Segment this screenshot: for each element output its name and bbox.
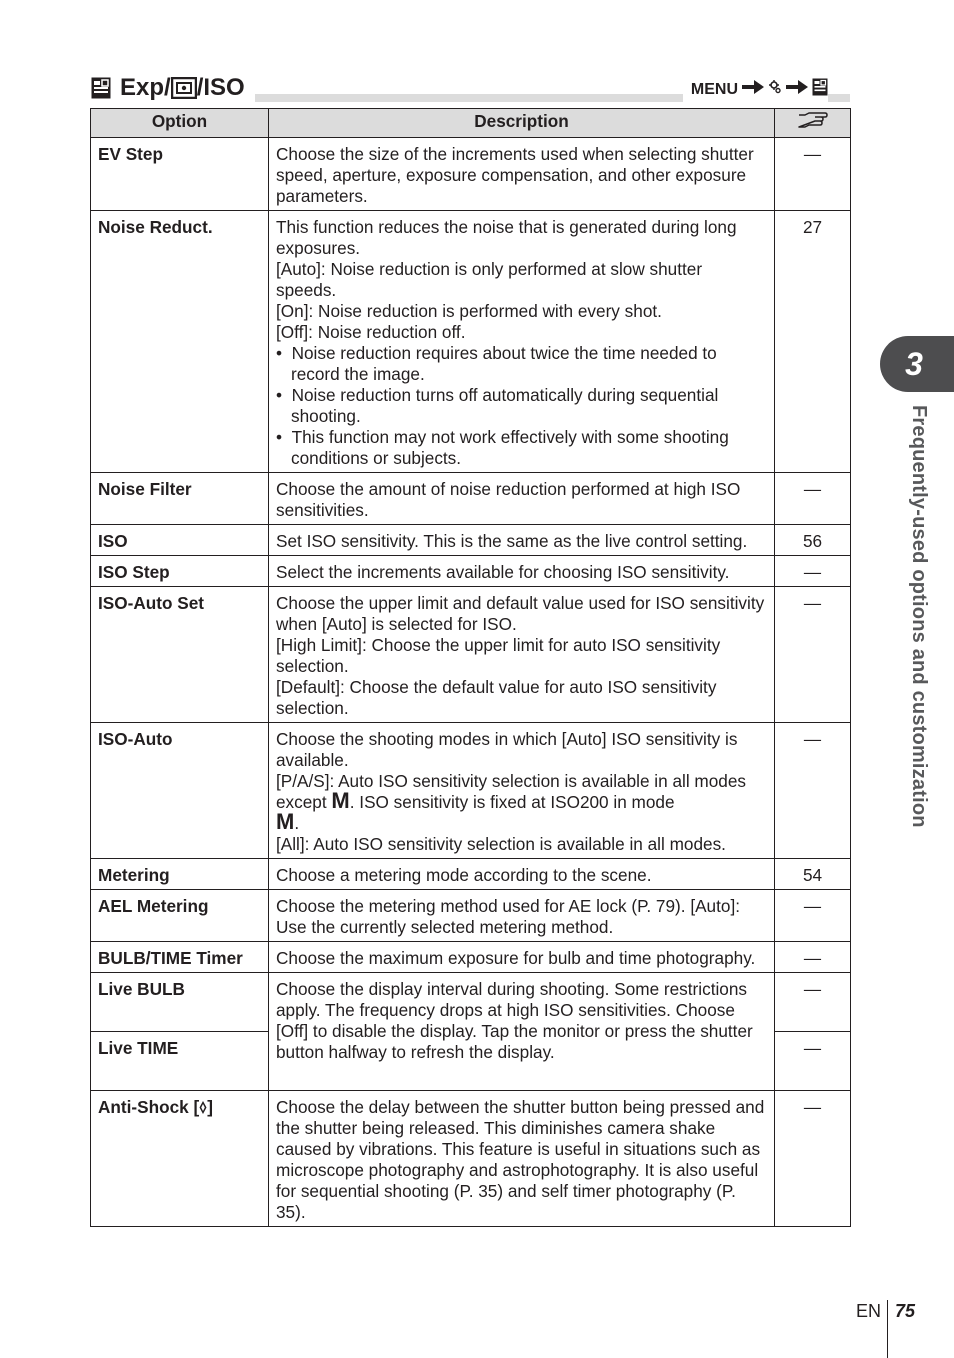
description-paragraph: Choose the display interval during shooting. Some restrictions apply. The frequency drops at high ISO sensitivities. Choose [Off] to disable the display. Tap the monitor or press the shutter button halfway to refresh the display. <box>276 979 753 1062</box>
description-cell <box>269 859 775 890</box>
table-row <box>91 587 851 723</box>
description-paragraph: Choose the metering method used for AE lock (P. 79). [Auto]: Use the currently selected metering method. <box>276 896 741 937</box>
table-row <box>91 973 851 1032</box>
page-reference-cell: — <box>775 587 851 723</box>
table-row <box>91 942 851 973</box>
table-row <box>91 525 851 556</box>
options-table <box>90 108 851 1227</box>
option-name: Noise Reduct. <box>98 217 213 237</box>
description-cell <box>269 587 775 723</box>
manual-mode-icon: M <box>276 809 295 834</box>
option-name: Noise Filter <box>98 479 192 499</box>
description-column-header: Description <box>269 109 775 138</box>
description-cell <box>269 942 775 973</box>
description-cell <box>269 890 775 942</box>
description-paragraph: This function reduces the noise that is generated during long exposures. <box>276 217 737 258</box>
page-reference-cell: — <box>775 890 851 942</box>
option-name: AEL Metering <box>98 896 209 916</box>
chapter-number: 3 <box>905 346 923 382</box>
description-cell <box>269 473 775 525</box>
page-reference-cell: — <box>775 556 851 587</box>
description-paragraph: [Auto]: Noise reduction is only performed at slow shutter speeds. <box>276 259 703 300</box>
option-name-cell <box>91 859 269 890</box>
option-name-cell: Live TIME <box>91 1032 269 1091</box>
option-name-cell <box>91 138 269 211</box>
description-paragraph <box>276 771 767 834</box>
option-name: Live BULB <box>98 979 185 999</box>
description-cell <box>269 138 775 211</box>
pointing-hand-icon <box>797 113 829 133</box>
option-name: ISO Step <box>98 562 170 582</box>
description-paragraph: [All]: Auto ISO sensitivity selection is available in all modes. <box>276 834 726 854</box>
option-name-cell <box>91 942 269 973</box>
arrow-icon <box>742 79 764 101</box>
page-reference-cell: — <box>775 942 851 973</box>
bullet-item <box>276 385 767 427</box>
table-row <box>91 138 851 211</box>
bullet-marker: • <box>276 385 292 405</box>
section-header <box>90 72 850 104</box>
bullet-marker: • <box>276 343 292 363</box>
bullet-marker: • <box>276 427 292 447</box>
option-name-cell <box>91 556 269 587</box>
title-suffix: /ISO <box>196 74 245 101</box>
description-cell <box>269 556 775 587</box>
description-cell <box>269 723 775 859</box>
bullet-text: Noise reduction requires about twice the time needed to record the image. <box>291 343 717 384</box>
arrow-icon <box>786 79 808 101</box>
bullet-item <box>276 427 767 469</box>
table-row <box>91 890 851 942</box>
chapter-tab <box>880 336 954 392</box>
description-paragraph: Choose a metering mode according to the scene. <box>276 865 652 885</box>
table-row <box>91 211 851 473</box>
description-paragraph: Choose the maximum exposure for bulb and time photography. <box>276 948 756 968</box>
description-cell <box>269 1091 775 1227</box>
title-prefix: Exp/ <box>120 74 171 101</box>
page-reference-cell: — <box>775 1032 851 1091</box>
description-paragraph: Set ISO sensitivity. This is the same as the live control setting. <box>276 531 748 551</box>
table-row <box>91 1091 851 1227</box>
description-paragraph: Choose the size of the increments used when selecting shutter speed, aperture, exposure compensation, and other exposure parameters. <box>276 144 754 206</box>
option-name-cell <box>91 473 269 525</box>
description-paragraph: Choose the delay between the shutter button being pressed and the shutter being released. This diminishes camera shake caused by vibrations. This feature is useful in situations such as microscope photography and astrophotography. It is also useful for sequential shooting (P. 35) and self timer photography (P. 35). <box>276 1097 765 1222</box>
option-name-cell <box>91 973 269 1032</box>
option-name-suffix: ] <box>207 1097 213 1117</box>
option-name-cell <box>91 723 269 859</box>
page-reference-cell: — <box>775 1091 851 1227</box>
description-paragraph: Choose the shooting modes in which [Auto] ISO sensitivity is available. <box>276 729 738 770</box>
page-reference-cell: 56 <box>775 525 851 556</box>
option-column-header: Option <box>91 109 269 138</box>
page-reference-cell: — <box>775 138 851 211</box>
menu-path <box>683 78 828 102</box>
page-reference-cell: — <box>775 473 851 525</box>
language-label: EN <box>856 1301 882 1321</box>
table-row <box>91 473 851 525</box>
table-row <box>91 859 851 890</box>
option-name-cell <box>91 211 269 473</box>
table-row <box>91 723 851 859</box>
paragraph-text: . ISO sensitivity is fixed at ISO200 in mode <box>349 792 675 812</box>
page-reference-cell: 54 <box>775 859 851 890</box>
table-row <box>91 556 851 587</box>
option-name-cell <box>91 1091 269 1227</box>
page-footer <box>850 1298 920 1324</box>
chapter-title: Frequently-used options and customization <box>908 405 930 828</box>
reference-column-header <box>775 109 851 138</box>
option-name-cell <box>91 890 269 942</box>
option-name: ISO <box>98 531 128 551</box>
paragraph-text: . <box>294 813 300 833</box>
shooting-custom-menu-icon <box>90 77 112 99</box>
description-paragraph: Choose the upper limit and default value used for ISO sensitivity when [Auto] is selected for ISO. <box>276 593 765 634</box>
page-title <box>90 72 255 104</box>
description-cell <box>269 525 775 556</box>
option-name-cell <box>91 587 269 723</box>
menu-label: MENU <box>690 81 738 98</box>
option-name: BULB/TIME Timer <box>98 948 243 968</box>
bullet-text: This function may not work effectively with some shooting conditions or subjects. <box>291 427 729 468</box>
manual-mode-icon: M <box>331 788 350 813</box>
shooting-custom-menu-icon <box>812 78 828 102</box>
paragraph-text: [P/A/S]: Auto ISO sensitivity selection is available in all modes except <box>276 771 747 812</box>
description-paragraph: Select the increments available for choosing ISO sensitivity. <box>276 562 730 582</box>
page-reference-cell: 27 <box>775 211 851 473</box>
description-paragraph: [High Limit]: Choose the upper limit for auto ISO sensitivity selection. <box>276 635 721 676</box>
footer-divider <box>887 1300 888 1358</box>
option-name: EV Step <box>98 144 163 164</box>
description-paragraph: [On]: Noise reduction is performed with every shot. <box>276 301 662 321</box>
bullet-text: Noise reduction turns off automatically during sequential shooting. <box>291 385 719 426</box>
page-reference-cell: — <box>775 973 851 1032</box>
option-name: ISO-Auto <box>98 729 173 749</box>
option-name: ISO-Auto Set <box>98 593 204 613</box>
description-paragraph: [Off]: Noise reduction off. <box>276 322 466 342</box>
option-name: Metering <box>98 865 170 885</box>
option-name-cell <box>91 525 269 556</box>
description-cell <box>269 973 775 1091</box>
option-name: Anti-Shock [ <box>98 1097 200 1117</box>
page-reference-cell: — <box>775 723 851 859</box>
description-paragraph: Choose the amount of noise reduction performed at high ISO sensitivities. <box>276 479 741 520</box>
table-header-row <box>91 109 851 138</box>
description-paragraph: [Default]: Choose the default value for auto ISO sensitivity selection. <box>276 677 717 718</box>
bullet-item <box>276 343 767 385</box>
description-cell <box>269 211 775 473</box>
metering-icon <box>171 77 197 99</box>
page-number: 75 <box>895 1301 916 1321</box>
gear-icon <box>768 79 782 101</box>
